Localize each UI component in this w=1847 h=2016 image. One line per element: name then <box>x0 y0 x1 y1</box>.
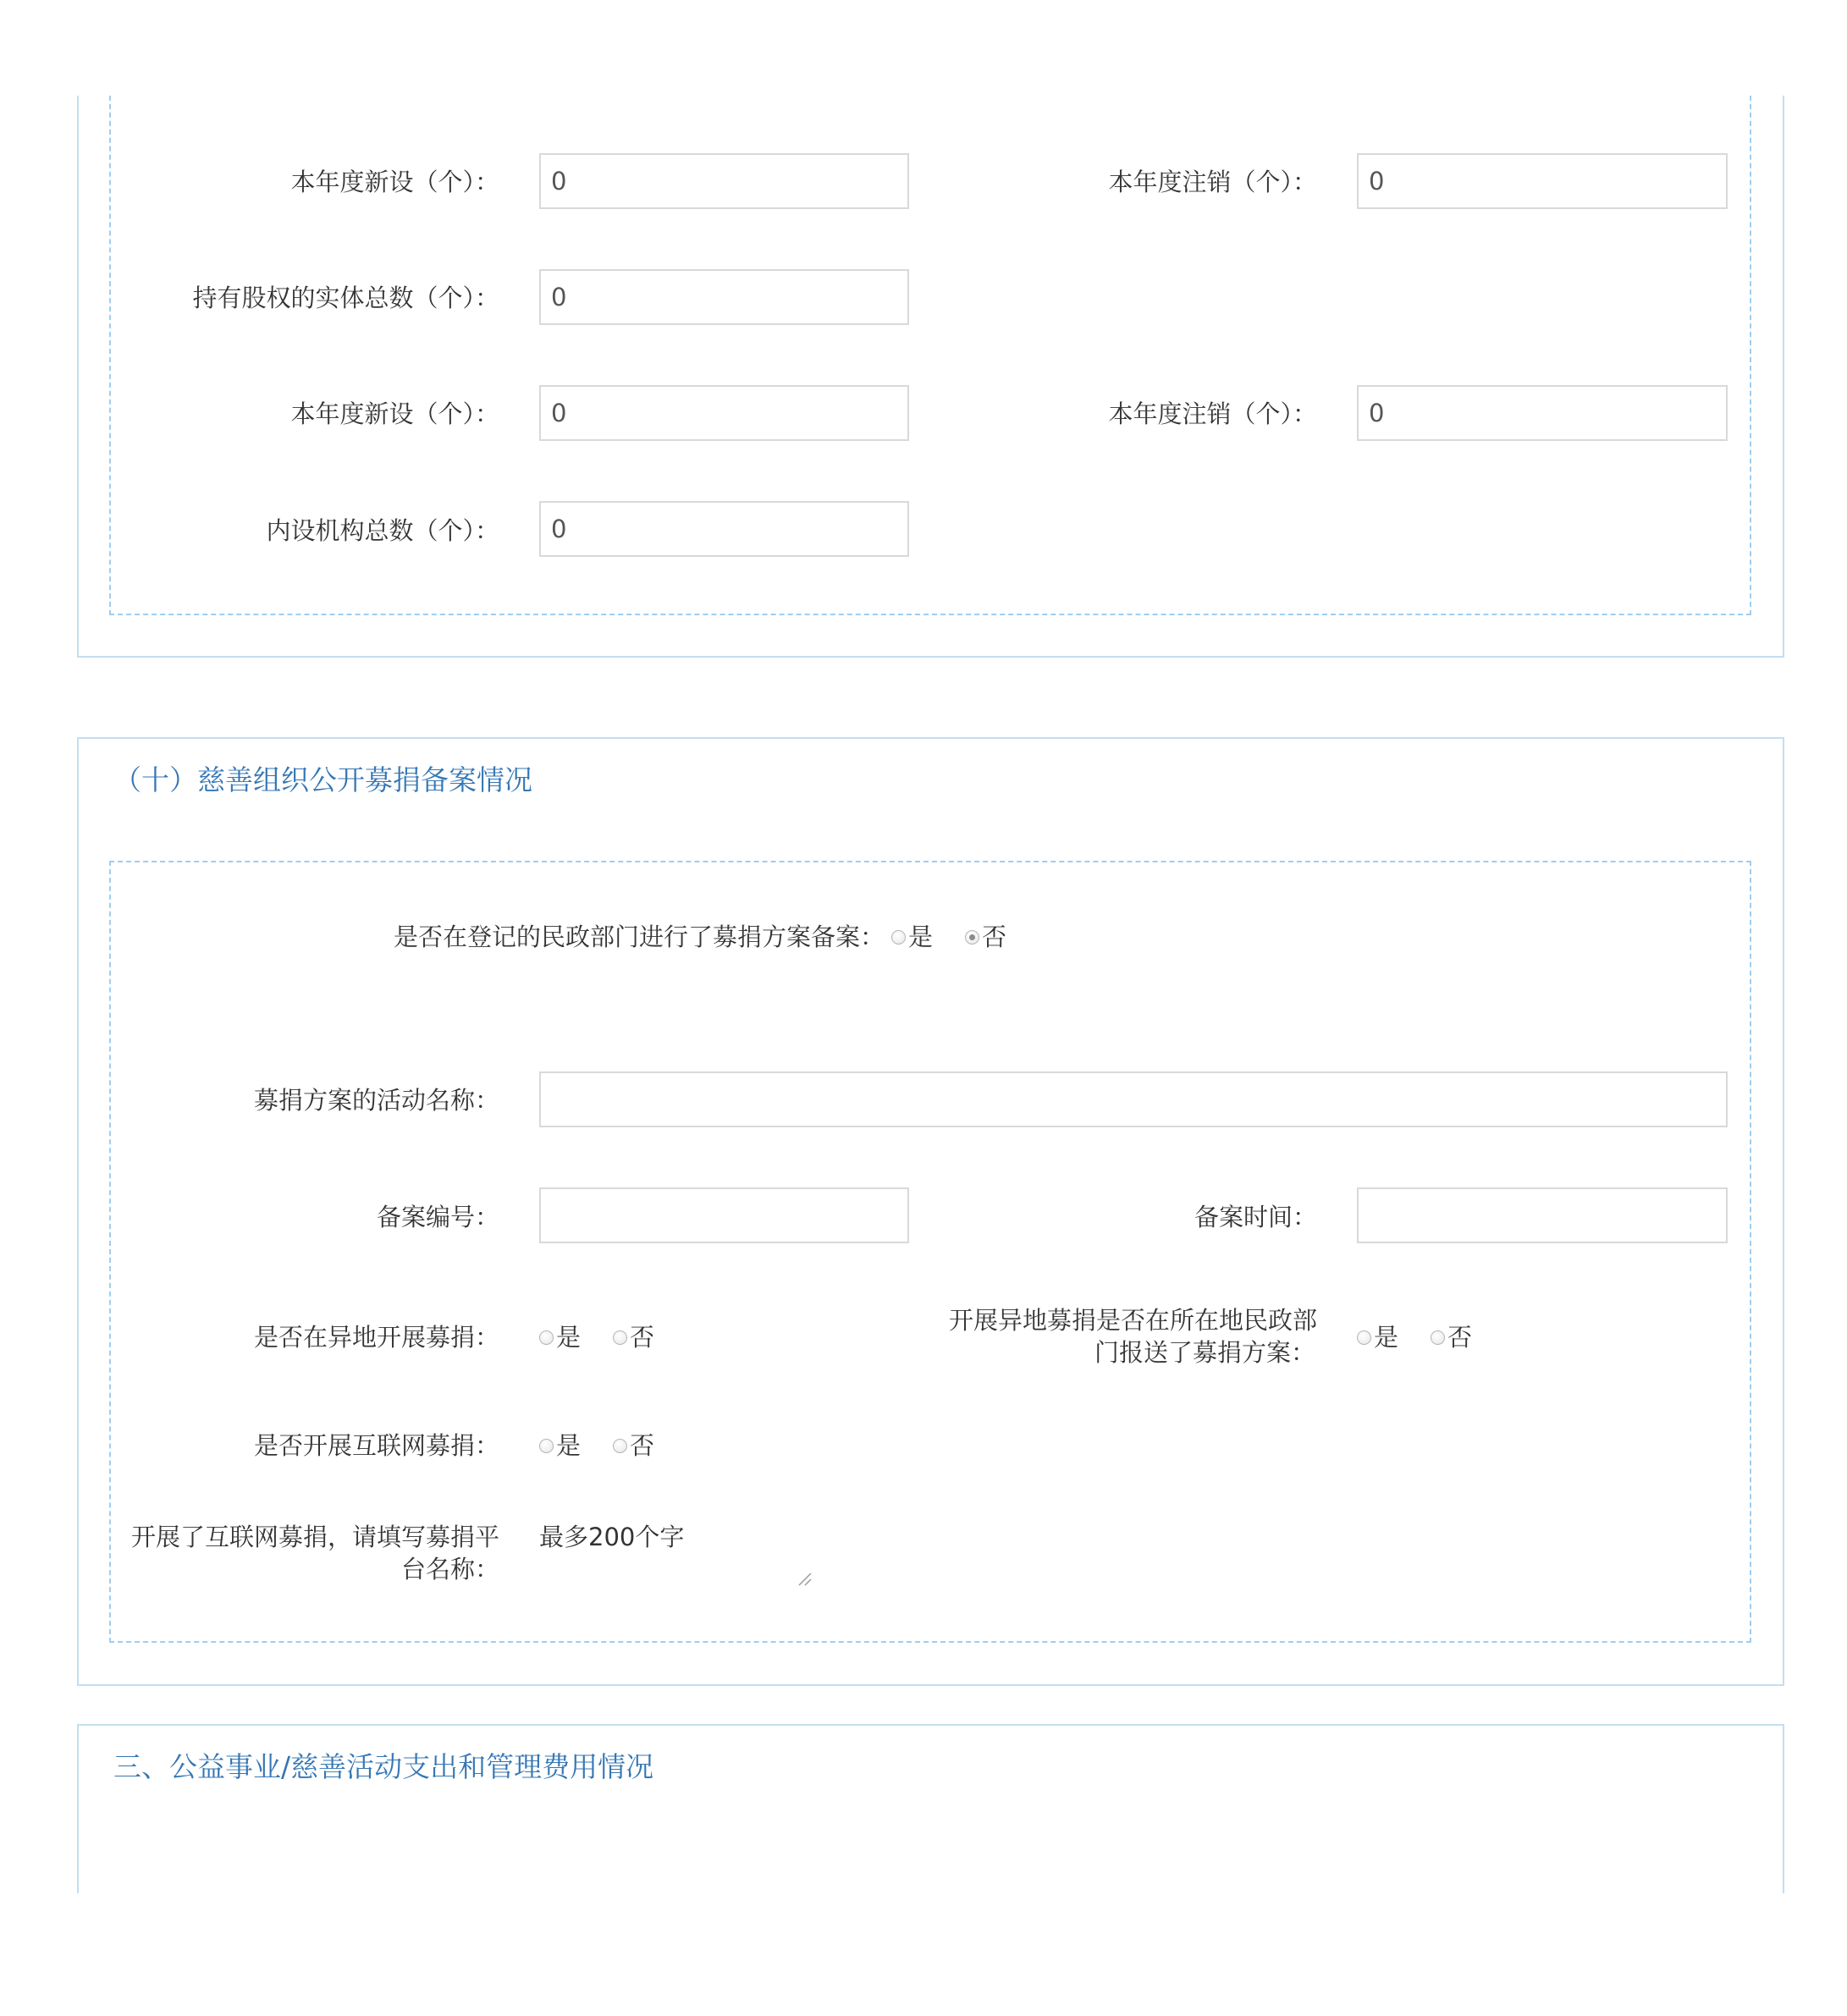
internet-no-text: 否 <box>630 1431 655 1460</box>
section-title-expenditure: 三、公益事业/慈善活动支出和管理费用情况 <box>113 1750 654 1783</box>
filing-yes-radio[interactable] <box>891 930 906 945</box>
internet-fundraising-label: 是否开展互联网募捐： <box>253 1431 499 1460</box>
internal-departments-total-label: 内设机构总数（个）： <box>266 516 499 545</box>
remote-plan-submitted-label <box>931 1304 1317 1369</box>
new-this-year-input-2[interactable]: 0 <box>539 385 909 441</box>
cancelled-this-year-input-2[interactable]: 0 <box>1357 385 1728 441</box>
filing-time-input[interactable] <box>1357 1187 1728 1243</box>
activity-name-input[interactable] <box>539 1071 1728 1127</box>
remote-plan-no-radio[interactable] <box>1431 1330 1445 1345</box>
platform-name-label <box>119 1521 499 1585</box>
cancelled-this-year-label: 本年度注销（个）： <box>1108 168 1317 196</box>
filing-number-input[interactable] <box>539 1187 909 1243</box>
cancelled-this-year-label-2: 本年度注销（个）： <box>1108 399 1317 428</box>
internet-no-option[interactable] <box>613 1429 654 1462</box>
filing-yes-option[interactable] <box>891 921 933 953</box>
internet-yes-text: 是 <box>556 1431 582 1460</box>
remote-no-radio[interactable] <box>613 1330 627 1345</box>
section-title-public-fundraising: （十）慈善组织公开募捐备案情况 <box>113 763 532 796</box>
remote-plan-yes-radio[interactable] <box>1357 1330 1371 1345</box>
internet-no-radio[interactable] <box>613 1439 627 1453</box>
remote-no-text: 否 <box>630 1323 655 1352</box>
new-this-year-input[interactable]: 0 <box>539 153 909 209</box>
remote-yes-text: 是 <box>556 1323 582 1352</box>
fundraising-filing-question-label: 是否在登记的民政部门进行了募捐方案备案： <box>393 923 885 951</box>
filing-no-radio[interactable] <box>965 930 979 945</box>
new-this-year-label: 本年度新设（个）： <box>290 168 499 196</box>
textarea-resize-handle-icon[interactable] <box>796 1570 813 1587</box>
remote-plan-submitted-label-line2: 门报送了募捐方案： <box>1094 1338 1315 1367</box>
remote-yes-option[interactable] <box>539 1321 581 1353</box>
internet-yes-radio[interactable] <box>539 1439 554 1453</box>
remote-plan-no-text: 否 <box>1447 1323 1473 1352</box>
filing-yes-text: 是 <box>908 923 934 951</box>
remote-fundraising-label: 是否在异地开展募捐： <box>253 1323 499 1352</box>
filing-number-label: 备案编号： <box>376 1203 499 1231</box>
fundraising-filing-radio-group <box>891 921 1006 953</box>
remote-plan-no-option[interactable] <box>1431 1321 1472 1353</box>
new-this-year-label-2: 本年度新设（个）： <box>290 399 499 428</box>
activity-name-label: 募捐方案的活动名称： <box>253 1086 499 1115</box>
filing-time-label: 备案时间： <box>1194 1203 1317 1231</box>
filing-no-text: 否 <box>982 923 1007 951</box>
platform-name-label-line1: 开展了互联网募捐，请填写募捐平 <box>130 1523 499 1551</box>
equity-entities-total-input[interactable]: 0 <box>539 269 909 325</box>
platform-name-textarea[interactable]: 最多200个字 <box>539 1523 685 1551</box>
cancelled-this-year-input[interactable]: 0 <box>1357 153 1728 209</box>
equity-entities-total-label: 持有股权的实体总数（个）： <box>192 284 499 312</box>
remote-plan-submitted-label-line1: 开展异地募捐是否在所在地民政部 <box>948 1306 1317 1335</box>
remote-yes-radio[interactable] <box>539 1330 554 1345</box>
internet-yes-option[interactable] <box>539 1429 581 1462</box>
remote-no-option[interactable] <box>613 1321 654 1353</box>
remote-fundraising-radio-group <box>539 1321 654 1353</box>
internet-fundraising-radio-group <box>539 1429 654 1462</box>
internal-departments-total-input[interactable]: 0 <box>539 501 909 557</box>
remote-plan-yes-option[interactable] <box>1357 1321 1398 1353</box>
remote-plan-yes-text: 是 <box>1374 1323 1399 1352</box>
filing-no-option[interactable] <box>965 921 1006 953</box>
platform-name-label-line2: 台名称： <box>400 1555 499 1584</box>
remote-plan-submitted-radio-group <box>1357 1321 1472 1353</box>
